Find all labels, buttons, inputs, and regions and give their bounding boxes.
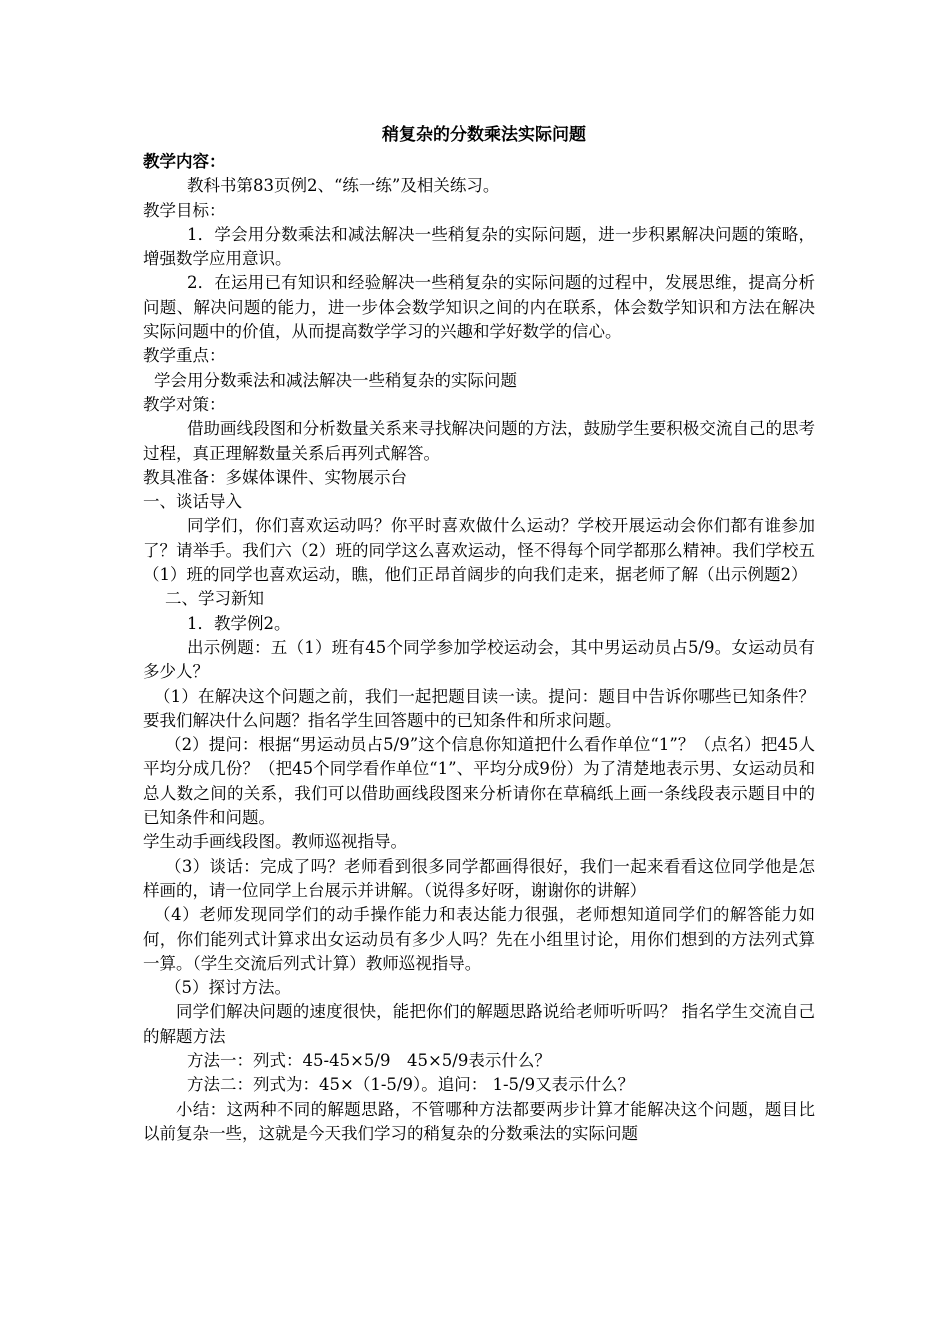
- paragraph: 学生动手画线段图。教师巡视指导。: [143, 832, 407, 852]
- document-title: 稍复杂的分数乘法实际问题: [382, 125, 586, 145]
- paragraph: （5）探讨方法。: [165, 978, 291, 998]
- paragraph: 二、学习新知: [165, 589, 264, 609]
- paragraph: 1．教学例2。: [187, 613, 291, 633]
- paragraph: 教具准备：多媒体课件、实物展示台: [143, 467, 407, 487]
- paragraph: 教学内容：: [143, 152, 226, 171]
- paragraph: 1．学会用分数乘法和减法解决一些稍复杂的实际问题，进一步积累解决问题的策略，增强数学应用意识。: [143, 224, 815, 269]
- paragraph: 教科书第83页例2、“练一练”及相关练习。: [187, 176, 500, 196]
- paragraph: （4）老师发现同学们的动手操作能力和表达能力很强，老师想知道同学们的解答能力如何，你们能列式计算求出女运动员有多少人吗？先在小组里讨论，用你们想到的方法列式算一算。（学生交流后列式计算）教师巡视指导。: [143, 905, 815, 973]
- paragraph: （1）在解决这个问题之前，我们一起把题目读一读。提问：题目中告诉你哪些已知条件？要我们解决什么问题？指名学生回答题中的已知条件和所求问题。: [143, 686, 815, 730]
- paragraph: （3）谈话：完成了吗？老师看到很多同学都画得很好，我们一起来看看这位同学他是怎样画的，请一位同学上台展示并讲解。（说得多好呀，谢谢你的讲解）: [143, 856, 815, 900]
- document-body: [143, 150, 815, 1146]
- paragraph: 小结：这两种不同的解题思路，不管哪种方法都要两步计算才能解决这个问题，题目比以前复杂一些，这就是今天我们学习的稍复杂的分数乘法的实际问题: [143, 1099, 815, 1143]
- paragraph: 同学们，你们喜欢运动吗？你平时喜欢做什么运动？学校开展运动会你们都有谁参加了？请举手。我们六（2）班的同学这么喜欢运动，怪不得每个同学都那么精神。我们学校五（1）班的同学也喜欢运动，瞧，他们正昂首阔步的向我们走来，据老师了解（出示例题2）: [143, 516, 815, 585]
- paragraph: 出示例题：五（1）班有45个同学参加学校运动会，其中男运动员占5/9。女运动员有多少人？: [143, 637, 815, 682]
- paragraph: 教学重点：: [143, 346, 226, 366]
- paragraph: （2）提问：根据“男运动员占5/9”这个信息你知道把什么看作单位“1”？（点名）把45人平均分成几份？（把45个同学看作单位“1”、平均分成9份）为了清楚地表示男、女运动员和总人数之间的关系，我们可以借助画线段图来分析请你在草稿纸上画一条线段表示题目中的已知条件和问题。: [143, 735, 815, 828]
- paragraph: 借助画线段图和分析数量关系来寻找解决问题的方法，鼓励学生要积极交流自己的思考过程，真正理解数量关系后再列式解答。: [143, 419, 815, 463]
- paragraph: 方法一：列式：45-45×5/9 45×5/9表示什么？: [187, 1050, 551, 1070]
- paragraph: 学会用分数乘法和减法解决一些稍复杂的实际问题: [154, 370, 517, 390]
- document-page: [143, 123, 815, 1146]
- paragraph: 2．在运用已有知识和经验解决一些稍复杂的实际问题的过程中，发展思维，提高分析问题、解决问题的能力，进一步体会数学知识之间的内在联系，体会数学知识和方法在解决实际问题中的价值，从而提高数学学习的兴趣和学好数学的信心。: [143, 273, 815, 342]
- paragraph: 教学对策：: [143, 394, 226, 414]
- paragraph: 同学们解决问题的速度很快，能把你们的解题思路说给老师听听吗？ 指名学生交流自己的解题方法: [143, 1002, 815, 1046]
- paragraph: 一、谈话导入: [143, 492, 242, 512]
- paragraph: 方法二：列式为：45×（1-5/9）。追问： 1-5/9又表示什么？: [187, 1075, 635, 1095]
- paragraph: 教学目标：: [143, 200, 226, 220]
